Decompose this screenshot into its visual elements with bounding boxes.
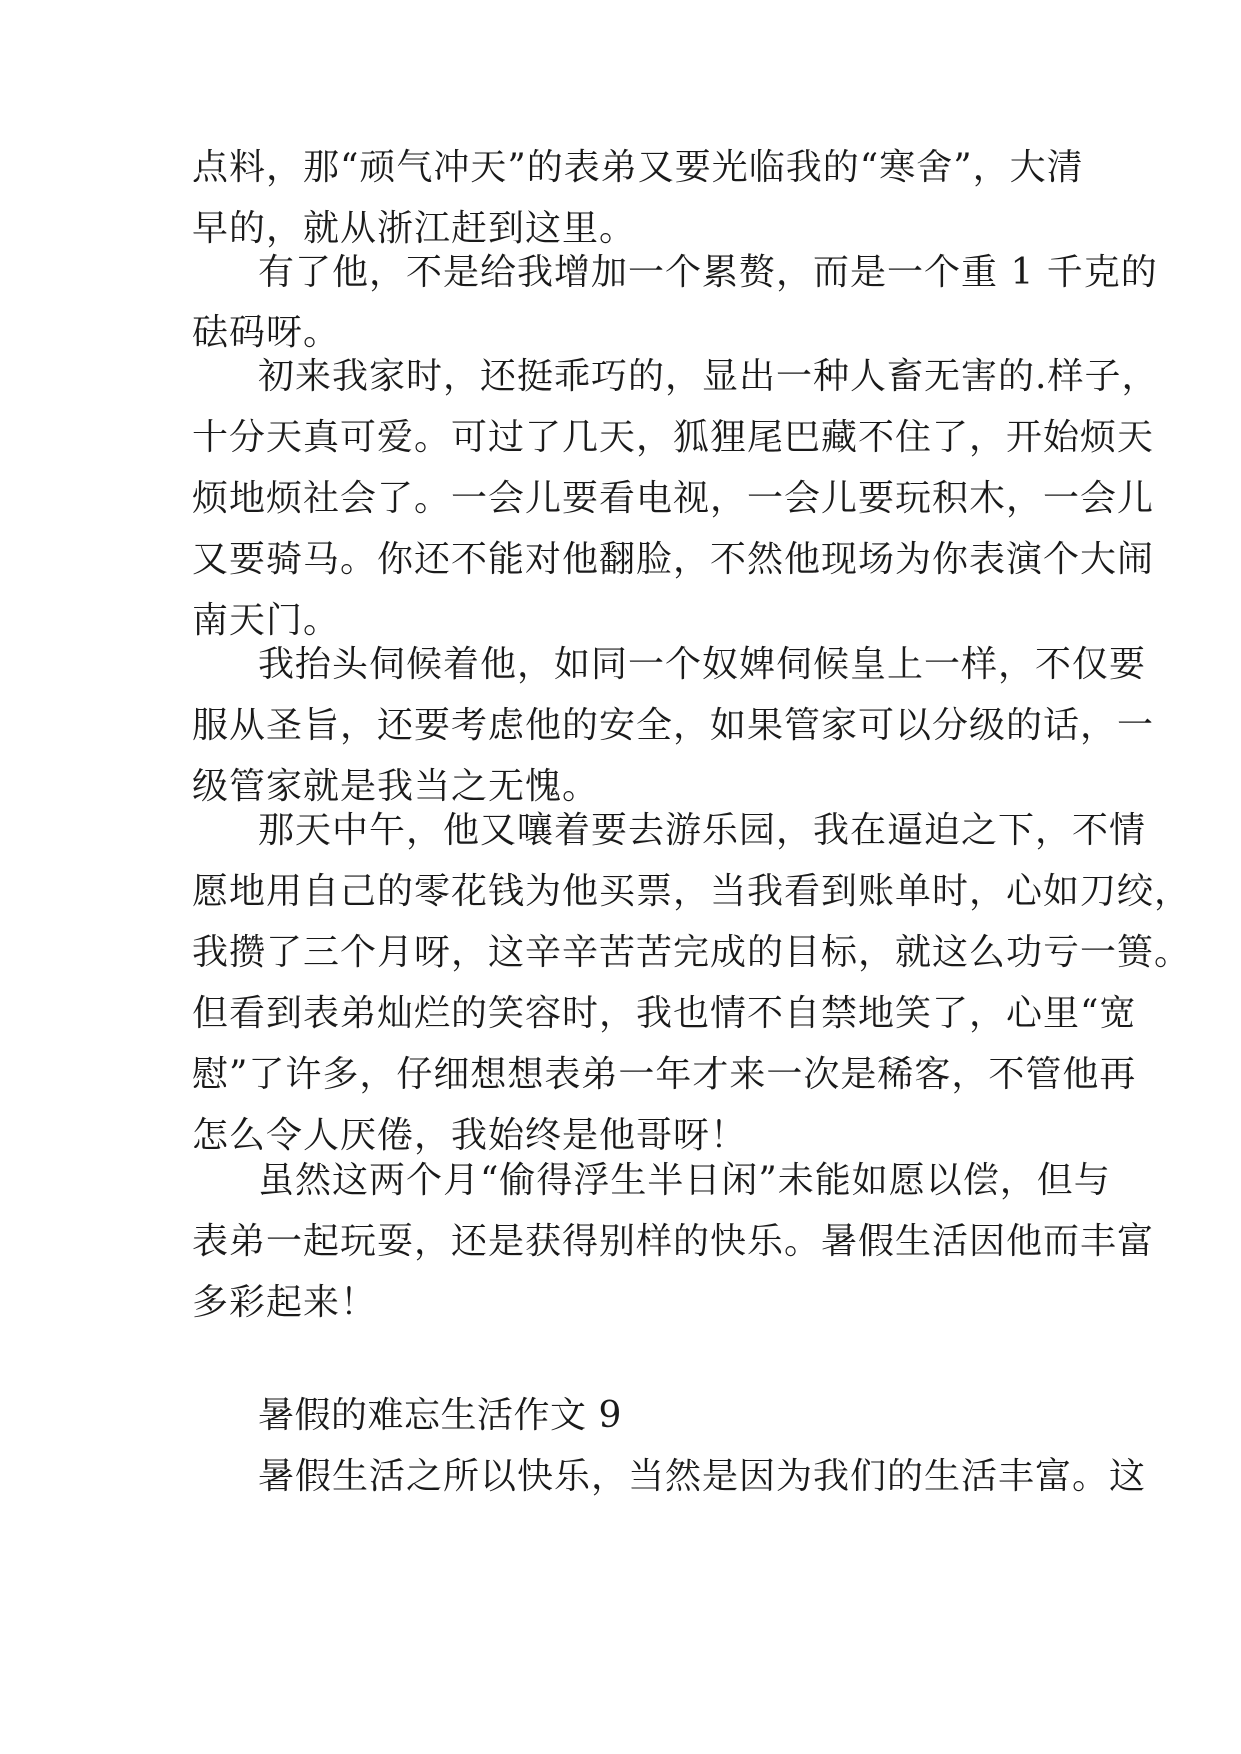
paragraph-line: 烦地烦社会了。一会儿要看电视，一会儿要玩积木，一会儿 bbox=[192, 478, 1155, 519]
paragraph-line: 有了他，不是给我增加一个累赘，而是一个重 1 千克的 bbox=[258, 252, 1158, 293]
paragraph-line: 愿地用自己的零花钱为他买票，当我看到账单时，心如刀绞， bbox=[192, 871, 1192, 912]
paragraph-line: 砝码呀。 bbox=[192, 312, 341, 353]
paragraph-line: 怎么令人厌倦，我始终是他哥呀！ bbox=[192, 1115, 748, 1156]
paragraph-line: 慰”了许多，仔细想想表弟一年才来一次是稀客，不管他再 bbox=[192, 1054, 1137, 1095]
section-heading: 暑假的难忘生活作文 9 bbox=[258, 1395, 622, 1436]
paragraph-line: 虽然这两个月“偷得浮生半日闲”未能如愿以偿，但与 bbox=[258, 1160, 1111, 1201]
paragraph-line: 级管家就是我当之无愧。 bbox=[192, 766, 600, 807]
paragraph-line: 早的，就从浙江赶到这里。 bbox=[192, 208, 637, 249]
paragraph-line: 我攒了三个月呀，这辛辛苦苦完成的目标，就这么功亏一篑。 bbox=[192, 932, 1192, 973]
paragraph-line: 表弟一起玩耍，还是获得别样的快乐。暑假生活因他而丰富 bbox=[192, 1221, 1155, 1262]
paragraph-line: 暑假生活之所以快乐，当然是因为我们的生活丰富。这 bbox=[258, 1456, 1147, 1497]
paragraph-line: 十分天真可爱。可过了几天，狐狸尾巴藏不住了，开始烦天 bbox=[192, 417, 1155, 458]
paragraph-line: 服从圣旨，还要考虑他的安全，如果管家可以分级的话，一 bbox=[192, 705, 1155, 746]
paragraph-line: 南天门。 bbox=[192, 600, 341, 641]
paragraph-line: 那天中午，他又嚷着要去游乐园，我在逼迫之下，不情 bbox=[258, 810, 1147, 851]
paragraph-line: 点料，那“顽气冲天”的表弟又要光临我的“寒舍”，大清 bbox=[192, 147, 1084, 188]
paragraph-line: 多彩起来！ bbox=[192, 1282, 378, 1323]
paragraph-line: 初来我家时，还挺乖巧的，显出一种人畜无害的.样子， bbox=[258, 356, 1159, 397]
paragraph-line: 但看到表弟灿烂的笑容时，我也情不自禁地笑了，心里“宽 bbox=[192, 993, 1137, 1034]
paragraph-line: 又要骑马。你还不能对他翻脸，不然他现场为你表演个大闹 bbox=[192, 539, 1155, 580]
paragraph-line: 我抬头伺候着他，如同一个奴婢伺候皇上一样，不仅要 bbox=[258, 644, 1147, 685]
